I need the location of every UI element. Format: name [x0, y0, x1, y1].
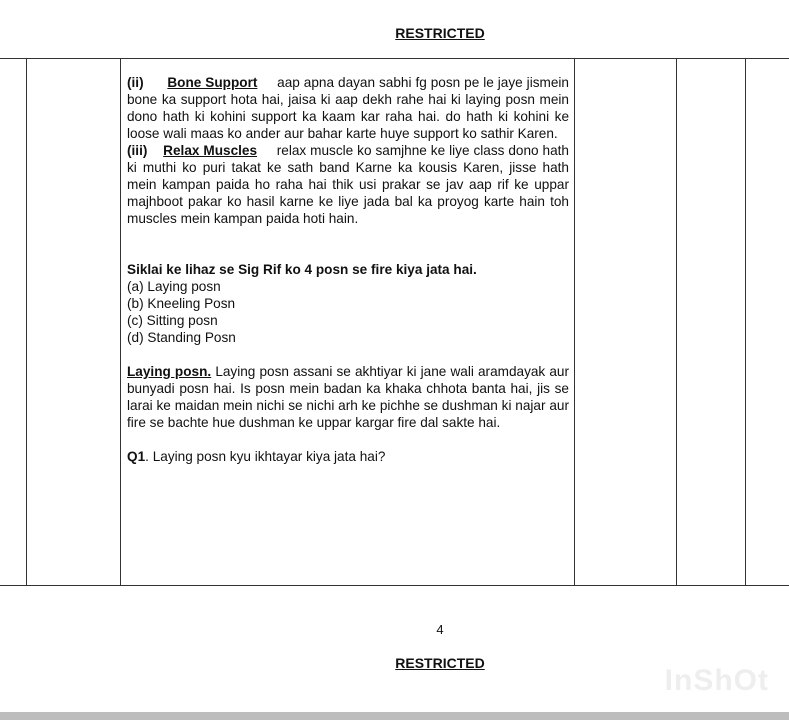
bone-support-title: Bone Support [167, 75, 258, 90]
page-number: 4 [436, 622, 444, 637]
position-list-item: (c) Sitting posn [127, 313, 218, 328]
laying-posn-paragraph [127, 363, 569, 431]
question-paragraph [127, 448, 569, 465]
table-bottom-border [0, 585, 789, 586]
column-divider [120, 58, 121, 586]
laying-posn-title: Laying posn. [127, 364, 212, 379]
column-divider [26, 58, 27, 586]
question-label: Q1 [127, 449, 146, 464]
question-text: . Laying posn kyu ikhtayar kiya jata hai? [145, 449, 386, 464]
relax-muscles-paragraph [127, 142, 569, 227]
inshot-watermark: InShOt [664, 664, 769, 697]
column-divider [676, 58, 677, 586]
relax-muscles-title: Relax Muscles [163, 143, 258, 158]
position-list-item: (b) Kneeling Posn [127, 296, 236, 311]
bottom-bar [0, 712, 789, 720]
laying-posn-text: Laying posn assani se akhtiyar ki jane wali aramdayak aur bunyadi posn hai. Is posn mein badan ka khaka chhota banta hai, jis se larai ke maidan mein nichi se nichi arh ke pichhe se dushman ki najar aur fire se bachte hue dushman ke uppar kargar fire dal sakte hai. [127, 364, 569, 430]
position-list-item: (a) Laying posn [127, 279, 221, 294]
bone-support-paragraph [127, 74, 569, 142]
footer-restricted: RESTRICTED [395, 655, 485, 671]
column-divider [745, 58, 746, 586]
section-number: (ii) [127, 75, 144, 90]
section-number: (iii) [127, 143, 148, 158]
table-top-border [0, 58, 789, 59]
content-cell [127, 74, 569, 465]
header-restricted: RESTRICTED [395, 25, 485, 41]
position-list-item: (d) Standing Posn [127, 330, 236, 345]
relax-muscles-text: relax muscle ko samjhne ke liye class dono hath ki muthi ko puri takat ke sath band Karne ka kousis Karen, jisse hath mein kampan paida ho raha hai thik usi prakar se jav aap rif ke uppar majhboot pakar ko hasil karne ke liye jada bal ka proyog karte hain toh muscles mein kampan paida hoti hain. [127, 143, 569, 226]
positions-heading: Siklai ke lihaz se Sig Rif ko 4 posn se fire kiya jata hai. [127, 262, 477, 277]
column-divider [574, 58, 575, 586]
bone-support-text: aap apna dayan sabhi fg posn pe le jaye jismein bone ka support hota hai, jaisa ki aap dekh rahe hai ki laying posn mein dono hath ki kohini support ka kaam kar raha hai. do hath ki kohini ke loose wali maas ko ander aur bahar karte huye support ko sathir Karen. [127, 75, 569, 141]
